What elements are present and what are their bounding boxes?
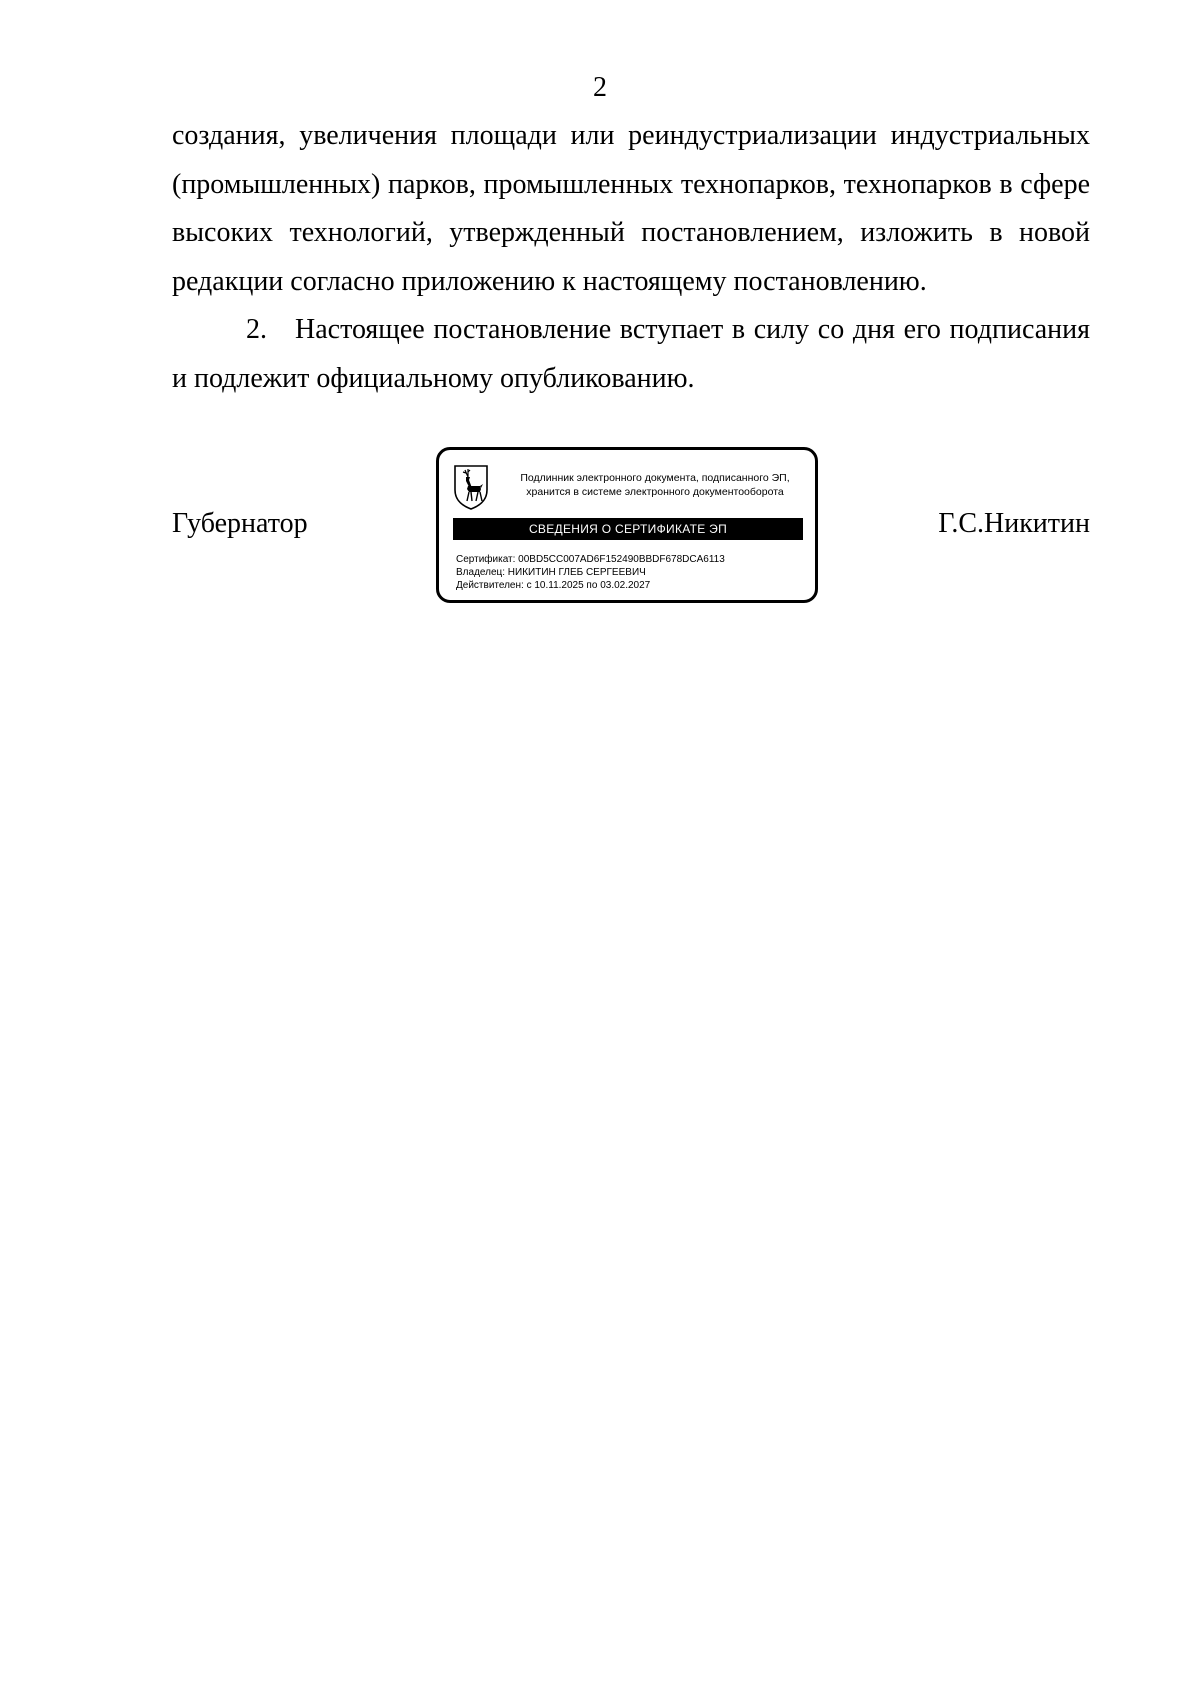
electronic-signature-stamp <box>436 447 818 603</box>
paragraph-item-2: 2. Настоящее постановление вступает в силу со дня его подписания и подлежит официальному опубликованию. <box>172 314 1090 394</box>
stamp-storage-note <box>501 471 809 499</box>
coat-of-arms-deer-icon <box>453 464 489 510</box>
certificate-number: Сертификат: 00BD5CC007AD6F152490BBDF678DCA6113 <box>456 554 725 565</box>
document-body <box>172 112 1090 403</box>
stamp-note-line-1: Подлинник электронного документа, подписанного ЭП, <box>520 472 790 484</box>
signer-name: Г.С.Никитин <box>938 508 1090 539</box>
stamp-note-line-2: хранится в системе электронного документооборота <box>526 486 784 498</box>
certificate-owner: Владелец: НИКИТИН ГЛЕБ СЕРГЕЕВИЧ <box>456 567 646 578</box>
certificate-validity: Действителен: с 10.11.2025 по 03.02.2027 <box>456 580 651 591</box>
paragraph-continuation: создания, увеличения площади или реиндустриализации индустриальных (промышленных) парков, промышленных технопарков, технопарков в сфере высоких технологий, утвержденный постановлением, изложить в новой редакции согласно приложению к настоящему постановлению. <box>172 120 1090 297</box>
page-number: 2 <box>593 72 607 103</box>
stamp-certificate-details <box>456 553 725 592</box>
signer-position: Губернатор <box>172 508 308 539</box>
stamp-certificate-header: СВЕДЕНИЯ О СЕРТИФИКАТЕ ЭП <box>453 518 803 540</box>
